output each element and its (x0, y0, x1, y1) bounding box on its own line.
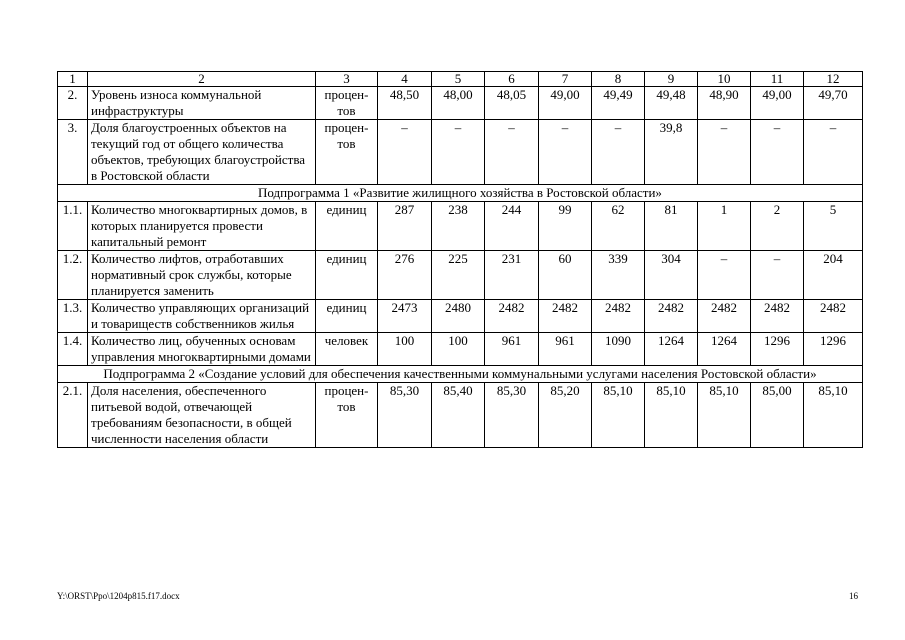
value-cell: 49,00 (539, 87, 592, 120)
indicator-name: Уровень износа коммунальной инфраструктуры (88, 87, 316, 120)
table-row (58, 333, 863, 366)
value-cell: 85,30 (378, 383, 432, 448)
value-cell: 1090 (592, 333, 645, 366)
section-row (58, 366, 863, 383)
row-number: 1.1. (58, 202, 88, 251)
value-cell: 99 (539, 202, 592, 251)
value-cell: – (378, 120, 432, 185)
header-cell: 4 (378, 72, 432, 87)
header-cell: 2 (88, 72, 316, 87)
header-cell: 6 (485, 72, 539, 87)
table-row (58, 300, 863, 333)
value-cell: 1296 (804, 333, 863, 366)
row-number: 1.2. (58, 251, 88, 300)
value-cell: 100 (378, 333, 432, 366)
file-path: Y:\ORST\Ppo\1204p815.f17.docx (57, 591, 180, 601)
value-cell: 39,8 (645, 120, 698, 185)
header-cell: 11 (751, 72, 804, 87)
value-cell: 1 (698, 202, 751, 251)
value-cell: 48,50 (378, 87, 432, 120)
value-cell: 2482 (539, 300, 592, 333)
table-row (58, 202, 863, 251)
value-cell: – (485, 120, 539, 185)
table-header-row (58, 72, 863, 87)
value-cell: 49,48 (645, 87, 698, 120)
value-cell: 60 (539, 251, 592, 300)
value-cell: 238 (432, 202, 485, 251)
header-cell: 7 (539, 72, 592, 87)
value-cell: 48,05 (485, 87, 539, 120)
value-cell: 85,10 (804, 383, 863, 448)
value-cell: 85,10 (698, 383, 751, 448)
indicator-name: Количество лиц, обученных основам управления многоквартирными домами (88, 333, 316, 366)
value-cell: 2482 (698, 300, 751, 333)
indicator-name: Количество лифтов, отработавших нормативный срок службы, которые планируется заменить (88, 251, 316, 300)
value-cell: 961 (485, 333, 539, 366)
table-row (58, 120, 863, 185)
value-cell: 100 (432, 333, 485, 366)
header-cell: 9 (645, 72, 698, 87)
indicators-table (57, 71, 863, 448)
value-cell: 49,70 (804, 87, 863, 120)
value-cell: 85,40 (432, 383, 485, 448)
value-cell: 49,00 (751, 87, 804, 120)
value-cell: 5 (804, 202, 863, 251)
value-cell: 48,00 (432, 87, 485, 120)
page-number: 16 (849, 591, 858, 601)
row-number: 1.4. (58, 333, 88, 366)
row-number: 3. (58, 120, 88, 185)
value-cell: 287 (378, 202, 432, 251)
unit-cell: человек (316, 333, 378, 366)
value-cell: – (539, 120, 592, 185)
value-cell: – (751, 251, 804, 300)
value-cell: 231 (485, 251, 539, 300)
table-row (58, 251, 863, 300)
table-row (58, 383, 863, 448)
value-cell: 244 (485, 202, 539, 251)
value-cell: 85,30 (485, 383, 539, 448)
header-cell: 1 (58, 72, 88, 87)
section-title: Подпрограмма 1 «Развитие жилищного хозяйства в Ростовской области» (58, 185, 863, 202)
unit-cell: процен-тов (316, 120, 378, 185)
value-cell: 85,10 (592, 383, 645, 448)
indicator-name: Количество управляющих организаций и товариществ собственников жилья (88, 300, 316, 333)
unit-cell: процен-тов (316, 87, 378, 120)
unit-cell: единиц (316, 202, 378, 251)
header-cell: 8 (592, 72, 645, 87)
value-cell: 85,10 (645, 383, 698, 448)
unit-cell: процен-тов (316, 383, 378, 448)
value-cell: 49,49 (592, 87, 645, 120)
unit-cell: единиц (316, 251, 378, 300)
value-cell: 62 (592, 202, 645, 251)
section-row (58, 185, 863, 202)
value-cell: 2473 (378, 300, 432, 333)
value-cell: 2482 (485, 300, 539, 333)
indicator-name: Доля населения, обеспеченного питьевой водой, отвечающей требованиям безопасности, в общей численности населения области (88, 383, 316, 448)
header-cell: 12 (804, 72, 863, 87)
value-cell: 85,00 (751, 383, 804, 448)
value-cell: 85,20 (539, 383, 592, 448)
indicator-name: Доля благоустроенных объектов на текущий год от общего количества объектов, требующих благоустройства в Ростовской области (88, 120, 316, 185)
value-cell: – (698, 120, 751, 185)
value-cell: 276 (378, 251, 432, 300)
value-cell: 2480 (432, 300, 485, 333)
header-cell: 3 (316, 72, 378, 87)
unit-cell: единиц (316, 300, 378, 333)
section-title: Подпрограмма 2 «Создание условий для обеспечения качественными коммунальными услугами населения Ростовской области» (58, 366, 863, 383)
header-cell: 10 (698, 72, 751, 87)
row-number: 2.1. (58, 383, 88, 448)
value-cell: 1296 (751, 333, 804, 366)
value-cell: 81 (645, 202, 698, 251)
value-cell: – (804, 120, 863, 185)
value-cell: 48,90 (698, 87, 751, 120)
value-cell: 2482 (645, 300, 698, 333)
value-cell: – (698, 251, 751, 300)
value-cell: 339 (592, 251, 645, 300)
value-cell: – (751, 120, 804, 185)
value-cell: 2482 (804, 300, 863, 333)
value-cell: 204 (804, 251, 863, 300)
value-cell: 304 (645, 251, 698, 300)
value-cell: 1264 (645, 333, 698, 366)
value-cell: 2 (751, 202, 804, 251)
table-row (58, 87, 863, 120)
value-cell: 2482 (751, 300, 804, 333)
header-cell: 5 (432, 72, 485, 87)
value-cell: – (432, 120, 485, 185)
value-cell: 2482 (592, 300, 645, 333)
value-cell: – (592, 120, 645, 185)
indicator-name: Количество многоквартирных домов, в которых планируется провести капитальный ремонт (88, 202, 316, 251)
value-cell: 225 (432, 251, 485, 300)
row-number: 2. (58, 87, 88, 120)
value-cell: 1264 (698, 333, 751, 366)
value-cell: 961 (539, 333, 592, 366)
row-number: 1.3. (58, 300, 88, 333)
